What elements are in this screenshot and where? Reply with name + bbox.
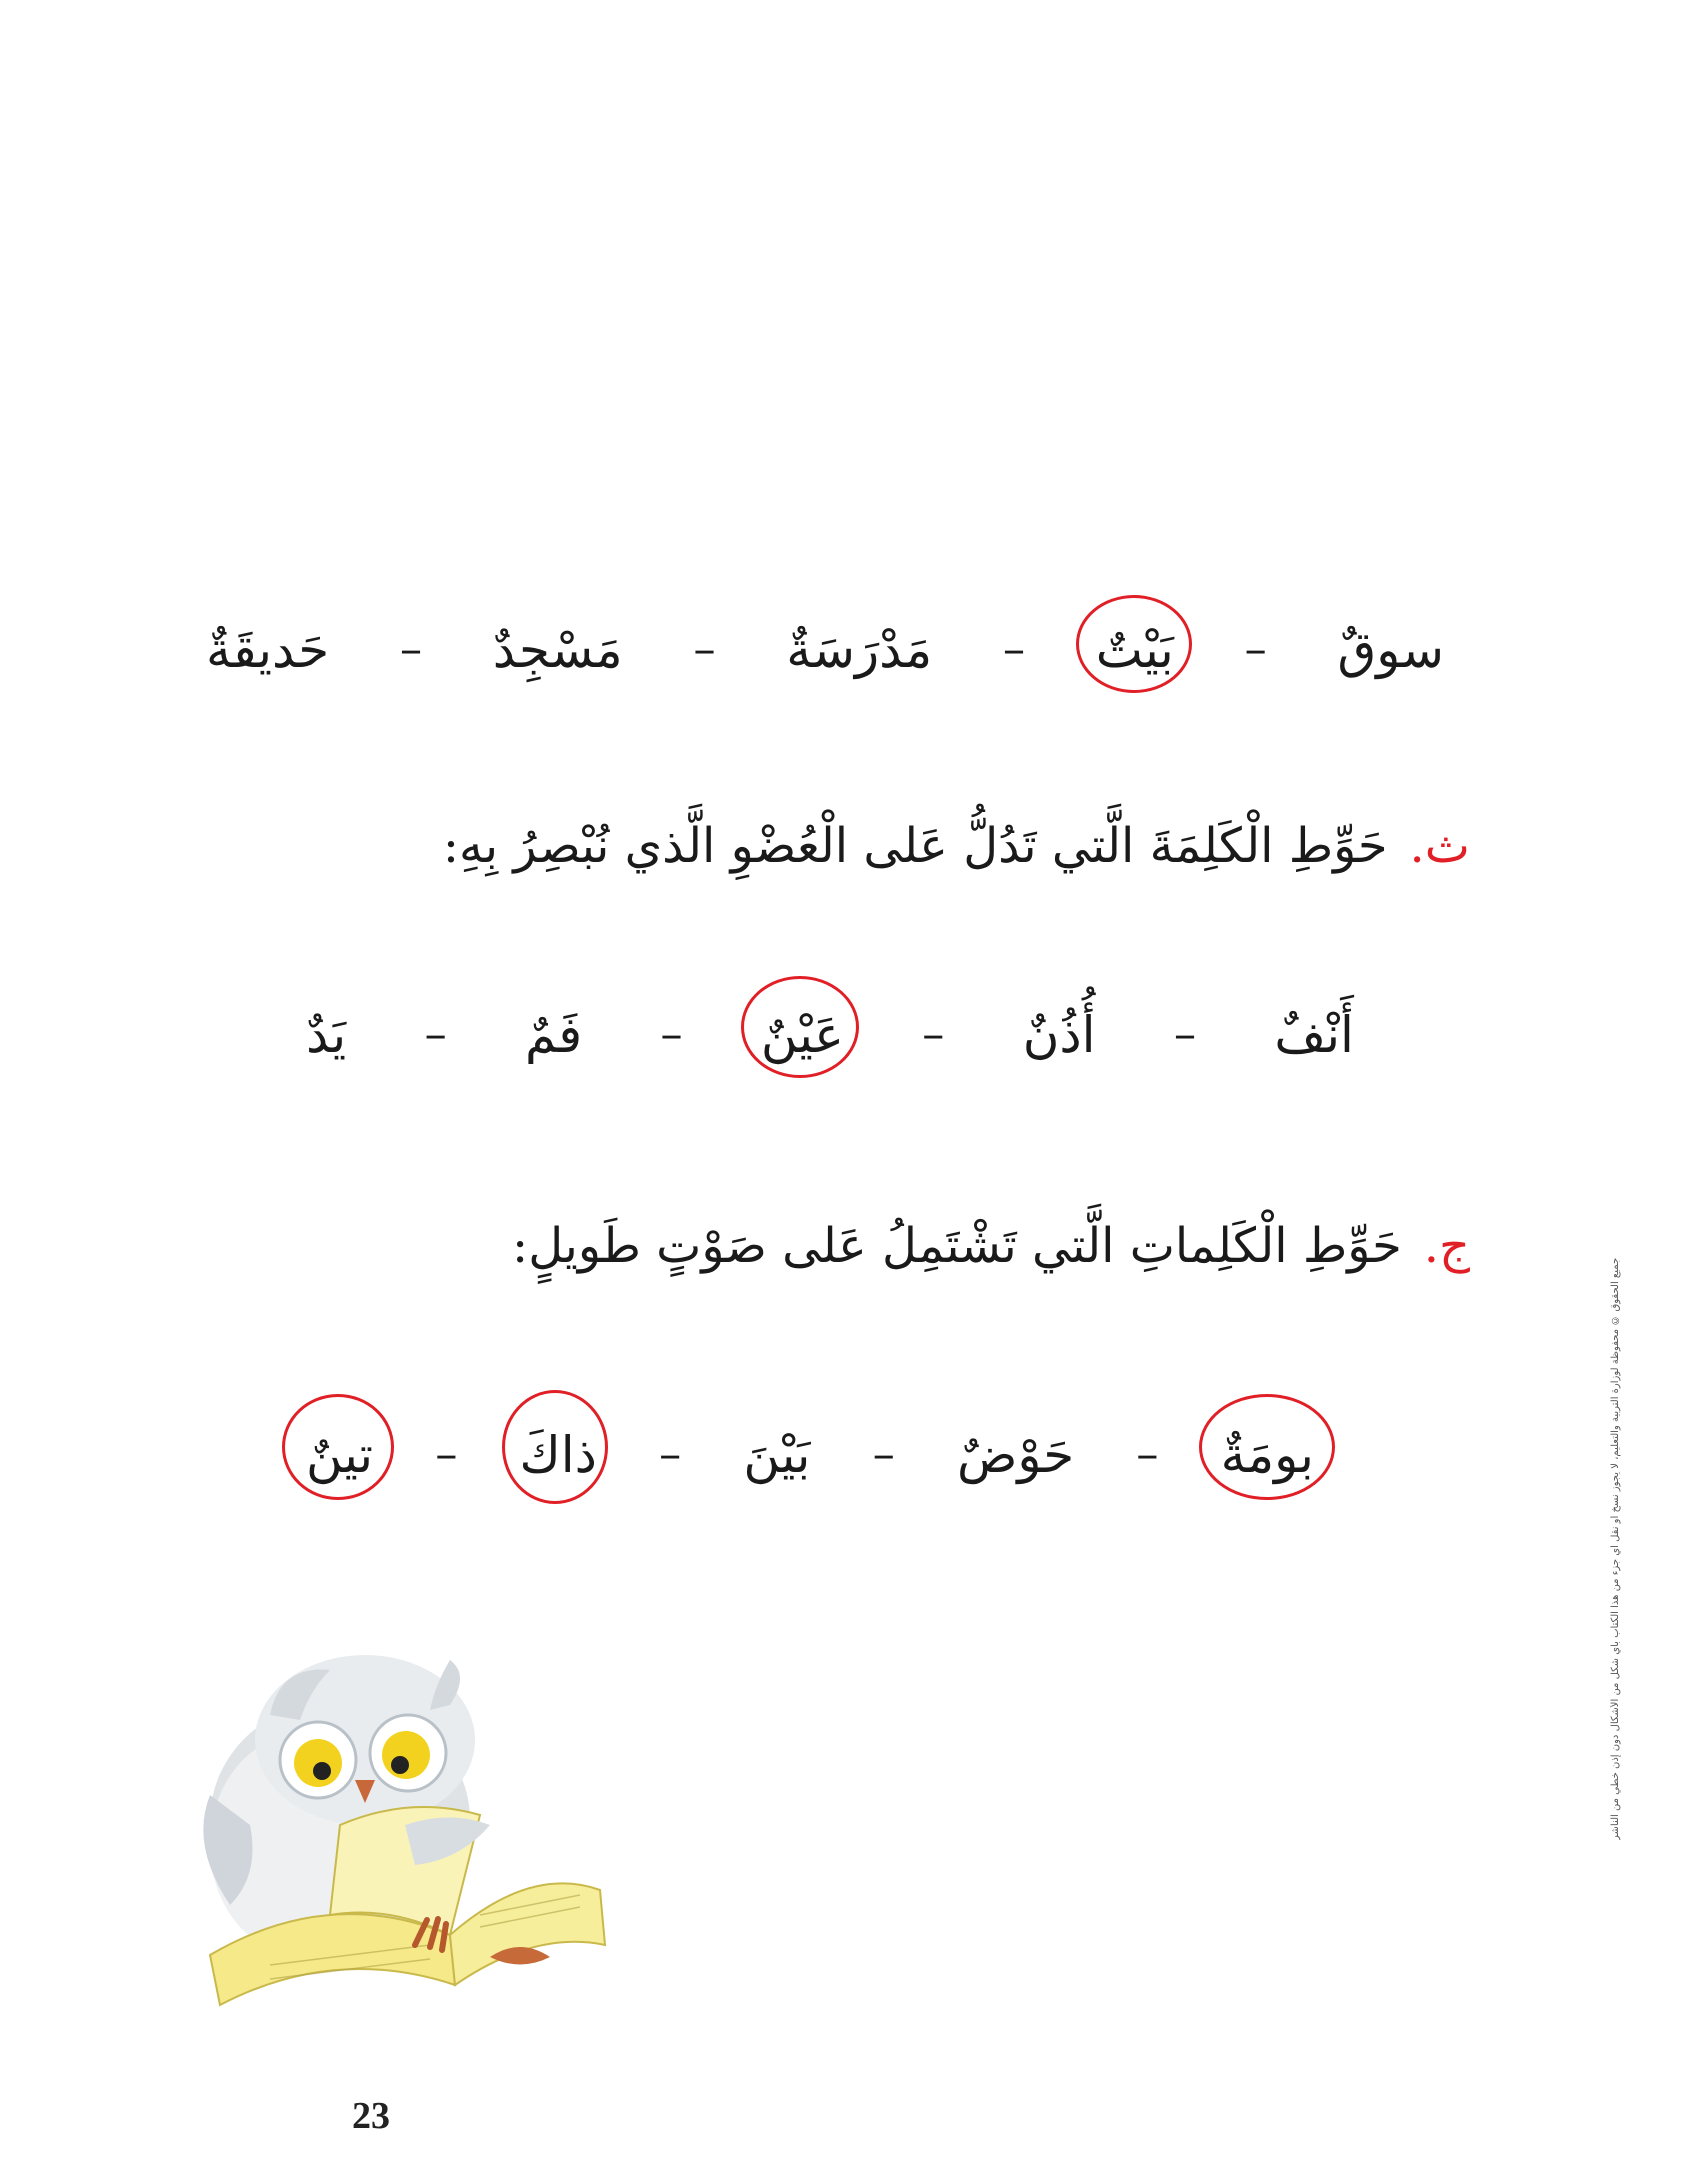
question-letter: ج. bbox=[1423, 1218, 1470, 1274]
dash: – bbox=[693, 624, 716, 675]
word-row-3 bbox=[300, 1405, 1320, 1505]
question-text: حَوِّطِ الْكَلِماتِ الَّتي تَشْتَمِلُ عَلى صَوْتٍ طَويلٍ: bbox=[512, 1218, 1402, 1274]
dash: – bbox=[435, 1429, 458, 1480]
question-letter: ث. bbox=[1409, 818, 1470, 874]
dash: – bbox=[922, 1009, 945, 1060]
word-booma[interactable]: بومَةٌ bbox=[1215, 1430, 1320, 1480]
word-bayna[interactable]: بَيْنَ bbox=[743, 1426, 811, 1484]
word-hawd[interactable]: حَوْضٌ bbox=[956, 1426, 1075, 1484]
word-anf[interactable]: أَنْفٌ bbox=[1274, 1006, 1354, 1064]
word-ayn[interactable]: عَيْنٌ bbox=[755, 1010, 850, 1060]
dash: – bbox=[1173, 1009, 1196, 1060]
dash: – bbox=[659, 1429, 682, 1480]
word-bayt[interactable]: بَيْتٌ bbox=[1090, 625, 1180, 675]
copyright-side-note: جميع الحقوق © محفوظة لوزارة التربية والتعليم، لا يجوز نسخ أو نقل أي جزء من هذا الكتاب بأي شكل من الأشكال دون إذن خطي من الناشر bbox=[1610, 1257, 1621, 1840]
word-row-2 bbox=[300, 985, 1360, 1085]
word-udhun[interactable]: أُذُنٌ bbox=[1022, 1006, 1096, 1064]
dash: – bbox=[872, 1429, 895, 1480]
dash: – bbox=[1244, 624, 1267, 675]
word-madrasa[interactable]: مَدْرَسَةٌ bbox=[786, 621, 933, 679]
question-text: حَوِّطِ الْكَلِمَةَ الَّتي تَدُلُّ عَلى الْعُضْوِ الَّذي نُبْصِرُ بِهِ: bbox=[442, 818, 1388, 874]
dash: – bbox=[424, 1009, 447, 1060]
word-hadiqa[interactable]: حَديقَةٌ bbox=[206, 621, 330, 679]
word-souq[interactable]: سوقٌ bbox=[1337, 621, 1444, 679]
question-th bbox=[270, 815, 1470, 877]
dash: – bbox=[1136, 1429, 1159, 1480]
dash: – bbox=[399, 624, 422, 675]
dash: – bbox=[1002, 624, 1025, 675]
word-fam[interactable]: فَمٌ bbox=[524, 1006, 583, 1064]
word-yad[interactable]: يَدٌ bbox=[306, 1006, 347, 1064]
word-dhaka[interactable]: ذاكَ bbox=[514, 1430, 603, 1480]
word-masjid[interactable]: مَسْجِدٌ bbox=[492, 621, 623, 679]
dash: – bbox=[660, 1009, 683, 1060]
page-number: 23 bbox=[352, 2095, 390, 2137]
owl-reading-illustration bbox=[150, 1645, 630, 2010]
word-teen[interactable]: تينٌ bbox=[300, 1430, 379, 1480]
word-row-1 bbox=[200, 600, 1450, 700]
question-j bbox=[270, 1215, 1470, 1277]
